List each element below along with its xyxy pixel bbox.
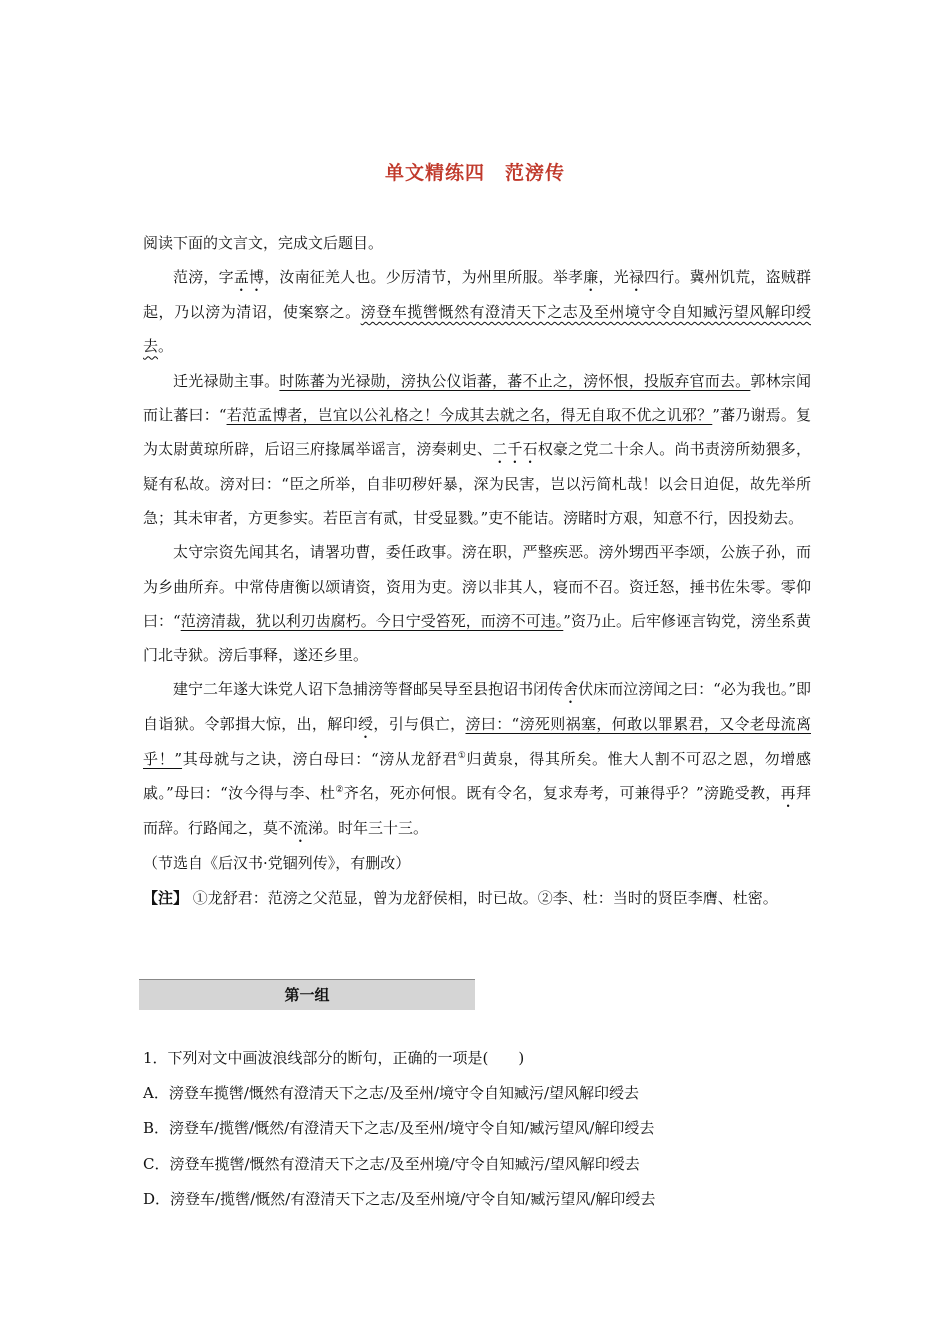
text: 四行。冀州饥荒，盗贼群起，乃以滂为清诏，使案察之。 [143, 268, 811, 322]
text: 其母就与之诀，滂白母曰：“滂从龙舒君 [182, 750, 458, 769]
underlined-sentence: 范滂清裁，犹以利刃齿腐朽。今日宁受笞死，而滂不可违。 [180, 611, 564, 630]
paragraph-1 [143, 260, 811, 363]
page-title [0, 158, 950, 185]
option-a: A．滂登车揽辔/慨然有澄清天下之志/及至州/境守令自知臧污/望风解印绶去 [143, 1084, 640, 1103]
dotted-char: 千 [507, 440, 523, 459]
title-part2: 范滂传 [505, 162, 566, 184]
dotted-char: 二 [492, 440, 508, 459]
text: 齐名，死亦何恨。既有令名，复求寿考，可兼得乎？”滂跪受教， [343, 784, 781, 803]
paragraph-4 [143, 672, 811, 846]
option-b: B．滂登车/揽辔/慨然/有澄清天下之志/及至州/境守令自知/臧污望风/解印绶去 [143, 1119, 655, 1138]
section-header: 第一组 [139, 979, 475, 1010]
dotted-char: 绶 [357, 715, 374, 734]
underlined-sentence: 若范孟博者，岂宜以公礼格之！今成其去就之名，得无自取不优之讥邪？ [226, 405, 713, 424]
text: 郭林宗闻而让蕃曰：“ [143, 371, 811, 424]
text: 迁光禄勋主事。 [173, 371, 280, 390]
dotted-char: 博 [248, 268, 265, 287]
underlined-sentence: 时陈蕃为光禄勋，滂执公仪诣蕃，蕃不止之，滂怀恨，投版弃官而去。 [279, 371, 751, 390]
text: ，引与俱亡， [373, 715, 466, 734]
option-c: C．滂登车揽辔/慨然有澄清天下之志/及至州境/守令自知臧污/望风解印绶去 [143, 1154, 640, 1173]
text: 归黄泉，得其所矣。惟大人割不可忍之恩，勿增感戚。”母曰：“汝今得与李、杜 [143, 750, 811, 803]
wavy-underlined-text: 滂登车揽辔慨然有澄清天下之志及至州境守令自知臧污望风解印绶去 [143, 303, 811, 356]
dotted-char: 流 [293, 819, 309, 838]
option-d: D．滂登车/揽辔/慨然/有澄清天下之志/及至州境/守令自知/臧污望风/解印绶去 [143, 1189, 656, 1208]
text: 范滂，字 [173, 268, 234, 287]
text: 。 [158, 337, 174, 356]
text: ，汝南征羌人也。少厉清节，为州里所服。举孝 [264, 268, 584, 287]
title-part1: 单文精练四 [384, 162, 485, 184]
question-1 [143, 1041, 811, 1217]
question-stem: 1．下列对文中画波浪线部分的断句，正确的一项是( ) [143, 1049, 525, 1067]
source-citation: （节选自《后汉书·党锢列传》，有删改） [143, 854, 411, 873]
dotted-char: 禄 [628, 268, 645, 287]
text: 拜而辞。行路闻之，莫不 [143, 784, 811, 838]
dotted-char: 廉 [583, 268, 599, 287]
note-tag: 【注】 [143, 888, 189, 907]
dotted-char: 孟 [233, 268, 249, 287]
text: ，光 [598, 268, 629, 287]
instruction: 阅读下面的文言文，完成文后题目。 [143, 234, 384, 252]
text: 伏床而泣滂闻之曰：“必为我也。”即自诣狱。令郭揖大惊，出，解印 [143, 680, 811, 734]
underlined-sentence: 滂曰：“滂死则祸塞，何敢以罪累君，又令老母流离乎！” [143, 715, 811, 769]
text: 权豪之党二十余人。尚书责滂所劾猥多，疑有私故。滂对曰：“臣之所举，自非叨秽奸暴，深为民害，岂以污简札哉！以会日迫促，故先举所急；其未审者，方更参实。若臣言有贰，甘受显戮。”吏不能诘。滂睹时方艰，知意不行，因投劾去。 [143, 440, 811, 528]
footnote-marker: ① [457, 751, 467, 762]
dotted-char: 再 [780, 784, 796, 803]
text: ”资乃止。后牢修诬言钩党，滂坐系黄门北寺狱。滂后事释，遂还乡里。 [143, 611, 812, 665]
dotted-char: 舍 [563, 680, 579, 699]
note-text: ①龙舒君：范滂之父范显，曾为龙舒侯相，时已故。②李、杜：当时的贤臣李膺、杜密。 [192, 888, 778, 907]
text: 太守宗资先闻其名，请署功曹，委任政事。滂在职，严整疾恶。滂外甥西平李颂，公族子孙，而为乡曲所弃。中常侍唐衡以颂请资，资用为吏。滂以非其人，寝而不召。资迁怒，捶书佐朱零。零仰曰：“ [143, 543, 811, 630]
text: 涕。时年三十三。 [308, 819, 429, 838]
text: 建宁二年遂大诛党人诏下急捕滂等督邮吴导至县抱诏书闭传 [173, 680, 564, 699]
paragraph-3 [143, 535, 811, 672]
footnote [143, 881, 811, 915]
paragraph-2 [143, 364, 811, 536]
footnote-marker: ② [335, 785, 344, 796]
dotted-char: 石 [522, 440, 538, 459]
passage [143, 226, 811, 915]
text: ”蕃乃谢焉。复为太尉黄琼所辟，后诏三府掾属举谣言，滂奏刺史、 [143, 405, 811, 459]
